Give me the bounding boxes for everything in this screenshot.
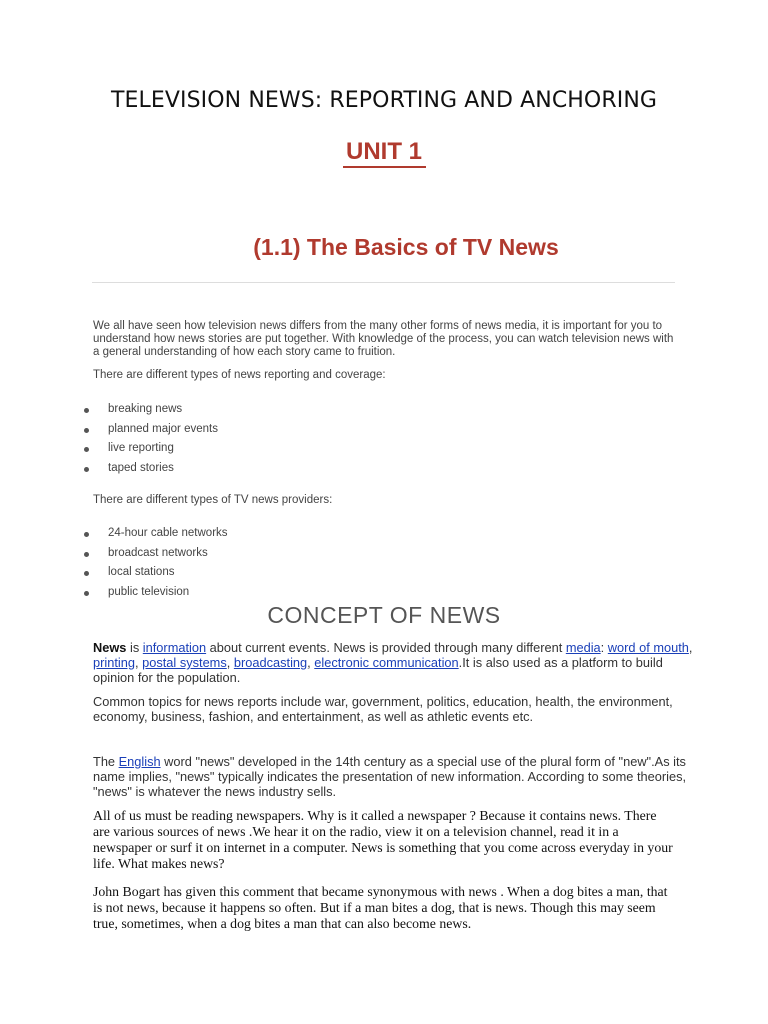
bullet-dot-icon — [84, 552, 89, 557]
list-item — [0, 547, 768, 567]
list-item-text: planned major events — [108, 422, 218, 435]
topics-paragraph: Common topics for news reports include war, government, politics, education, health, the environment, economy, business, fashion, and entertainment, as well as athletic events etc. — [93, 694, 673, 724]
bullet-dot-icon — [84, 591, 89, 596]
list-item-text: 24-hour cable networks — [108, 527, 228, 539]
text-run: .It is also used as a platform to build opinion for the population. — [93, 655, 663, 685]
bullet-dot-icon — [84, 467, 89, 472]
english-paragraph — [93, 754, 693, 799]
bullet-dot-icon — [84, 428, 89, 433]
list-item — [0, 442, 768, 462]
text-run: : — [600, 640, 608, 655]
unit-underline — [343, 166, 426, 168]
link-printing[interactable]: printing — [93, 655, 135, 670]
text-run: The — [93, 754, 119, 769]
list-item-text: local stations — [108, 566, 175, 579]
news-paragraph — [93, 640, 693, 685]
list-item-text: broadcast networks — [108, 546, 208, 559]
list-item — [0, 566, 768, 586]
text-run: , — [307, 655, 315, 670]
concept-heading: CONCEPT OF NEWS — [267, 602, 501, 628]
horizontal-rule — [92, 282, 675, 283]
bullet-dot-icon — [84, 532, 89, 537]
intro-paragraph: We all have seen how television news differs from the many other forms of news media, it is important for you to understand how news stories are put together. With knowledge of the process, you can watch television news with a general understanding of how each story came to fruition. — [93, 320, 674, 358]
text-run: , — [134, 655, 143, 670]
bullet-dot-icon — [84, 408, 89, 413]
types-intro: There are different types of news reporting and coverage: — [93, 369, 386, 381]
link-electronic-communication[interactable]: electronic communication — [314, 655, 459, 670]
bullet-dot-icon — [84, 447, 89, 452]
unit-heading: UNIT 1 — [345, 138, 422, 165]
link-information[interactable]: information — [142, 640, 207, 655]
link-word-of-mouth[interactable]: word of mouth — [607, 640, 689, 655]
list-item-text: breaking news — [108, 403, 183, 415]
document-title: TELEVISION NEWS: REPORTING AND ANCHORING — [110, 88, 658, 113]
list-item-text: live reporting — [108, 442, 174, 455]
text-run: word "news" developed in the 14th century as a special use of the plural form of "new".As its name implies, "news" typically indicates the presentation of new information. According to some theories, "news" is whatever the news industry sells. — [93, 754, 687, 799]
link-postal-systems[interactable]: postal systems — [142, 655, 227, 670]
link-english[interactable]: English — [118, 754, 161, 769]
list-item — [0, 403, 768, 423]
list-item — [0, 423, 768, 443]
section-heading: (1.1) The Basics of TV News — [253, 234, 559, 260]
providers-intro: There are different types of TV news providers: — [93, 494, 333, 506]
providers-list — [0, 527, 768, 605]
bogart-paragraph: John Bogart has given this comment that became synonymous with news . When a dog bites a man, that is not news, because it happens so often. But if a man bites a dog, that is news. Though this may seem true, sometimes, when a dog bites a man that can also become news. — [93, 884, 668, 931]
news-bold-word: News — [93, 640, 127, 655]
list-item-text: public television — [108, 585, 190, 598]
bullet-dot-icon — [84, 571, 89, 576]
link-media[interactable]: media — [565, 640, 601, 655]
text-run: is — [126, 640, 143, 655]
text-run: about current events. News is provided through many different — [206, 640, 566, 655]
text-run: , — [226, 655, 234, 670]
link-broadcasting[interactable]: broadcasting — [233, 655, 308, 670]
types-list — [0, 403, 768, 481]
list-item — [0, 527, 768, 547]
list-item — [0, 462, 768, 482]
list-item-text: taped stories — [108, 461, 174, 474]
text-run: , — [688, 640, 693, 655]
newspaper-paragraph: All of us must be reading newspapers. Why is it called a newspaper ? Because it contains news. There are various sources of news .We hear it on the radio, view it on a television channel, read it in a newspaper or surf it on internet in a computer. News is something that you come across everyday in your life. What makes news? — [93, 808, 673, 871]
